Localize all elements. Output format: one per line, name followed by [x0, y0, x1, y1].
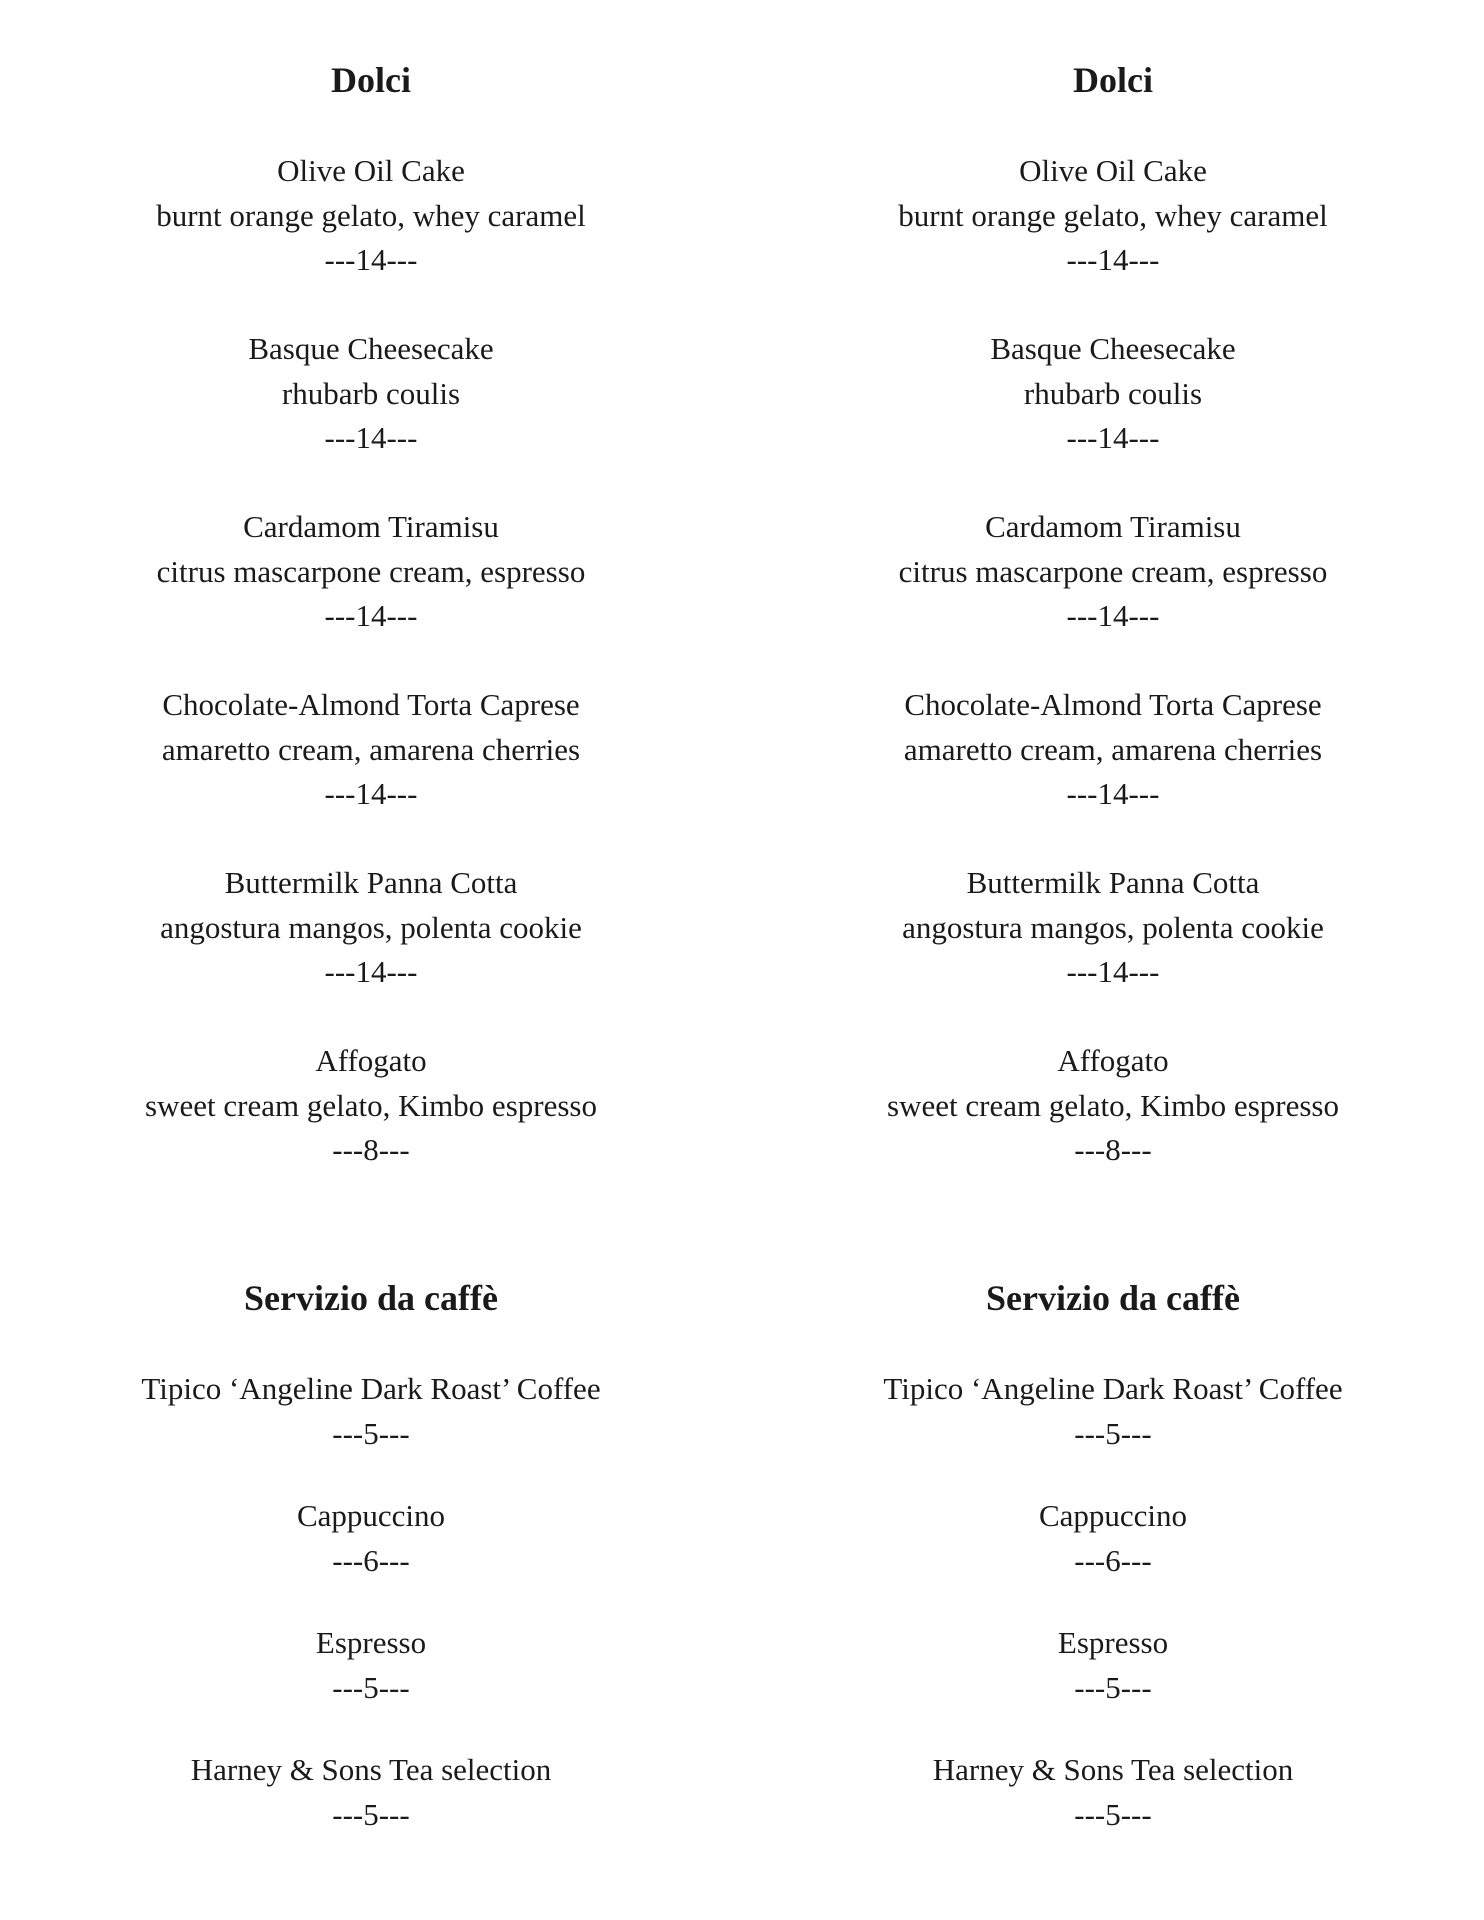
coffee-price: ---5---: [1074, 1796, 1152, 1832]
dessert-name: Affogato: [315, 1043, 427, 1078]
coffee-name: Cappuccino: [296, 1498, 446, 1533]
caffe-title: Servizio da caffè: [244, 1278, 498, 1318]
dessert-description: citrus mascarpone cream, espresso: [898, 553, 1328, 589]
dessert-price: ---14---: [1066, 420, 1160, 455]
dessert-description: sweet cream gelato, Kimbo espresso: [145, 1087, 597, 1123]
dessert-item: [742, 505, 1484, 639]
coffee-price: ---6---: [332, 1542, 410, 1578]
coffee-item: [0, 1748, 742, 1837]
dessert-item: [0, 861, 742, 995]
dessert-price: ---14---: [1066, 598, 1160, 633]
coffee-price: ---5---: [332, 1415, 410, 1451]
dessert-name: Buttermilk Panna Cotta: [966, 865, 1260, 900]
dessert-name: Cardamom Tiramisu: [243, 509, 499, 544]
dessert-item: [742, 861, 1484, 995]
coffee-name: Espresso: [315, 1625, 427, 1660]
dessert-item: [742, 1039, 1484, 1173]
coffee-price: ---5---: [1074, 1415, 1152, 1451]
coffee-item: [742, 1748, 1484, 1837]
dessert-price: ---14---: [1066, 242, 1160, 277]
dessert-description: angostura mangos, polenta cookie: [160, 909, 582, 945]
coffee-item: [0, 1621, 742, 1710]
dessert-price: ---14---: [324, 954, 418, 989]
dessert-name: Chocolate-Almond Torta Caprese: [904, 687, 1322, 722]
dessert-price: ---14---: [324, 420, 418, 455]
coffee-item: [742, 1621, 1484, 1710]
menu-column-right: [742, 0, 1484, 1920]
coffee-price: ---5---: [1074, 1669, 1152, 1705]
coffee-price: ---5---: [332, 1796, 410, 1832]
dessert-item: [0, 327, 742, 461]
dessert-name: Affogato: [1057, 1043, 1169, 1078]
dessert-price: ---8---: [1074, 1132, 1152, 1167]
dessert-description: sweet cream gelato, Kimbo espresso: [887, 1087, 1339, 1123]
dessert-name: Buttermilk Panna Cotta: [224, 865, 518, 900]
dessert-price: ---14---: [324, 242, 418, 277]
dessert-item: [0, 1039, 742, 1173]
dolci-title: Dolci: [331, 60, 411, 100]
dessert-description: burnt orange gelato, whey caramel: [898, 197, 1328, 233]
dessert-price: ---14---: [324, 598, 418, 633]
coffee-item: [742, 1367, 1484, 1456]
dessert-item: [742, 683, 1484, 817]
dessert-name: Chocolate-Almond Torta Caprese: [162, 687, 580, 722]
dessert-description: angostura mangos, polenta cookie: [902, 909, 1324, 945]
coffee-price: ---5---: [332, 1669, 410, 1705]
dessert-item: [742, 327, 1484, 461]
dessert-description: rhubarb coulis: [1023, 375, 1203, 411]
dolci-title: Dolci: [1073, 60, 1153, 100]
coffee-name: Harney & Sons Tea selection: [932, 1752, 1294, 1787]
dessert-price: ---14---: [324, 776, 418, 811]
coffee-name: Espresso: [1057, 1625, 1169, 1660]
dessert-description: burnt orange gelato, whey caramel: [156, 197, 586, 233]
dessert-description: citrus mascarpone cream, espresso: [156, 553, 586, 589]
coffee-item: [742, 1494, 1484, 1583]
dessert-name: Basque Cheesecake: [248, 331, 494, 366]
dessert-item: [0, 683, 742, 817]
coffee-name: Tipico ‘Angeline Dark Roast’ Coffee: [141, 1371, 601, 1406]
dessert-name: Olive Oil Cake: [1019, 153, 1207, 188]
coffee-price: ---6---: [1074, 1542, 1152, 1578]
dessert-description: rhubarb coulis: [281, 375, 461, 411]
coffee-name: Tipico ‘Angeline Dark Roast’ Coffee: [883, 1371, 1343, 1406]
dessert-item: [0, 149, 742, 283]
dessert-item: [0, 505, 742, 639]
coffee-item: [0, 1494, 742, 1583]
dessert-description: amaretto cream, amarena cherries: [903, 731, 1323, 767]
coffee-name: Cappuccino: [1038, 1498, 1188, 1533]
dessert-item: [742, 149, 1484, 283]
dessert-price: ---14---: [1066, 776, 1160, 811]
dessert-price: ---14---: [1066, 954, 1160, 989]
dessert-price: ---8---: [332, 1132, 410, 1167]
dessert-name: Basque Cheesecake: [990, 331, 1236, 366]
dessert-name: Cardamom Tiramisu: [985, 509, 1241, 544]
coffee-name: Harney & Sons Tea selection: [190, 1752, 552, 1787]
caffe-title: Servizio da caffè: [986, 1278, 1240, 1318]
dessert-name: Olive Oil Cake: [277, 153, 465, 188]
dessert-description: amaretto cream, amarena cherries: [161, 731, 581, 767]
coffee-item: [0, 1367, 742, 1456]
